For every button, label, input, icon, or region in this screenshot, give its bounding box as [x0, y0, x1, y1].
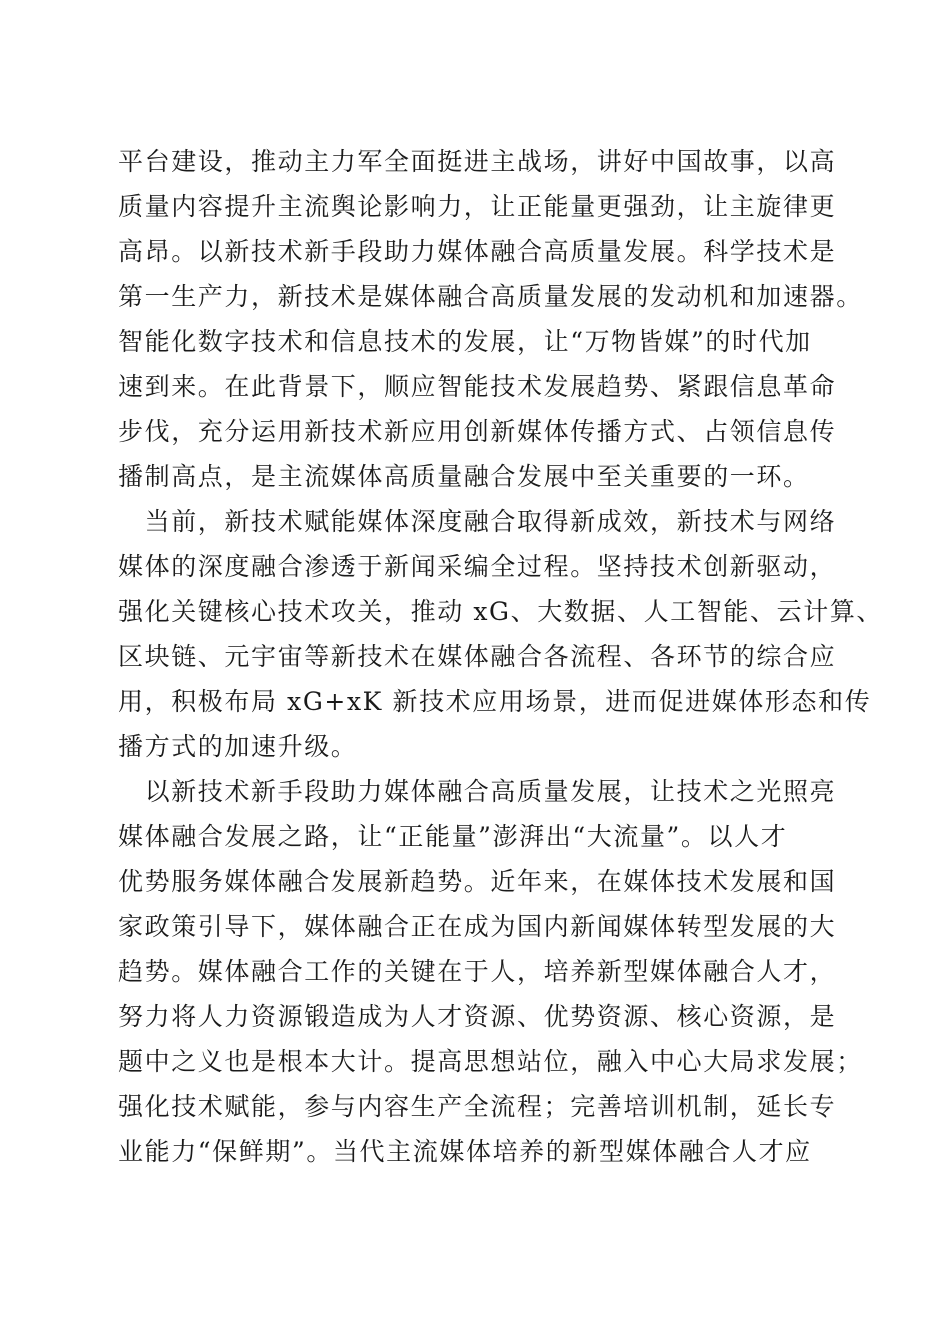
text-line: 播制高点，是主流媒体高质量融合发展中至关重要的一环。	[118, 462, 810, 491]
text-line: 速到来。在此背景下，顺应智能技术发展趋势、紧跟信息革命	[118, 372, 837, 401]
text-line: 家政策引导下，媒体融合正在成为国内新闻媒体转型发展的大	[118, 912, 837, 941]
text-line: 努力将人力资源锻造成为人才资源、优势资源、核心资源，是	[118, 1002, 837, 1031]
text-line: 媒体融合发展之路，让“正能量”澎湃出“大流量”。以人才	[118, 822, 788, 851]
text-line: 以新技术新手段助力媒体融合高质量发展，让技术之光照亮	[118, 777, 837, 806]
text-line: 步伐，充分运用新技术新应用创新媒体传播方式、占领信息传	[118, 417, 837, 446]
text-line: 强化关键核心技术攻关，推动 xG、大数据、人工智能、云计算、	[118, 597, 884, 626]
text-line: 高昂。以新技术新手段助力媒体融合高质量发展。科学技术是	[118, 237, 837, 266]
text-line: 题中之义也是根本大计。提高思想站位，融入中心大局求发展；	[118, 1047, 863, 1076]
text-line: 强化技术赋能，参与内容生产全流程；完善培训机制，延长专	[118, 1092, 837, 1121]
text-line: 第一生产力，新技术是媒体融合高质量发展的发动机和加速器。	[118, 282, 863, 311]
text-line: 用，积极布局 xG+xK 新技术应用场景，进而促进媒体形态和传	[118, 687, 872, 716]
text-line: 媒体的深度融合渗透于新闻采编全过程。坚持技术创新驱动，	[118, 552, 837, 581]
text-line: 业能力“保鲜期”。当代主流媒体培养的新型媒体融合人才应	[118, 1137, 812, 1166]
text-line: 平台建设，推动主力军全面挺进主战场，讲好中国故事，以高	[118, 147, 837, 176]
text-line: 趋势。媒体融合工作的关键在于人，培养新型媒体融合人才，	[118, 957, 837, 986]
text-line: 区块链、元宇宙等新技术在媒体融合各流程、各环节的综合应	[118, 642, 837, 671]
text-line: 播方式的加速升级。	[118, 732, 358, 761]
text-line: 智能化数字技术和信息技术的发展，让“万物皆媒”的时代加	[118, 327, 812, 356]
text-line: 质量内容提升主流舆论影响力，让正能量更强劲，让主旋律更	[118, 192, 837, 221]
text-line: 优势服务媒体融合发展新趋势。近年来，在媒体技术发展和国	[118, 867, 837, 896]
text-line: 当前，新技术赋能媒体深度融合取得新成效，新技术与网络	[118, 507, 837, 536]
